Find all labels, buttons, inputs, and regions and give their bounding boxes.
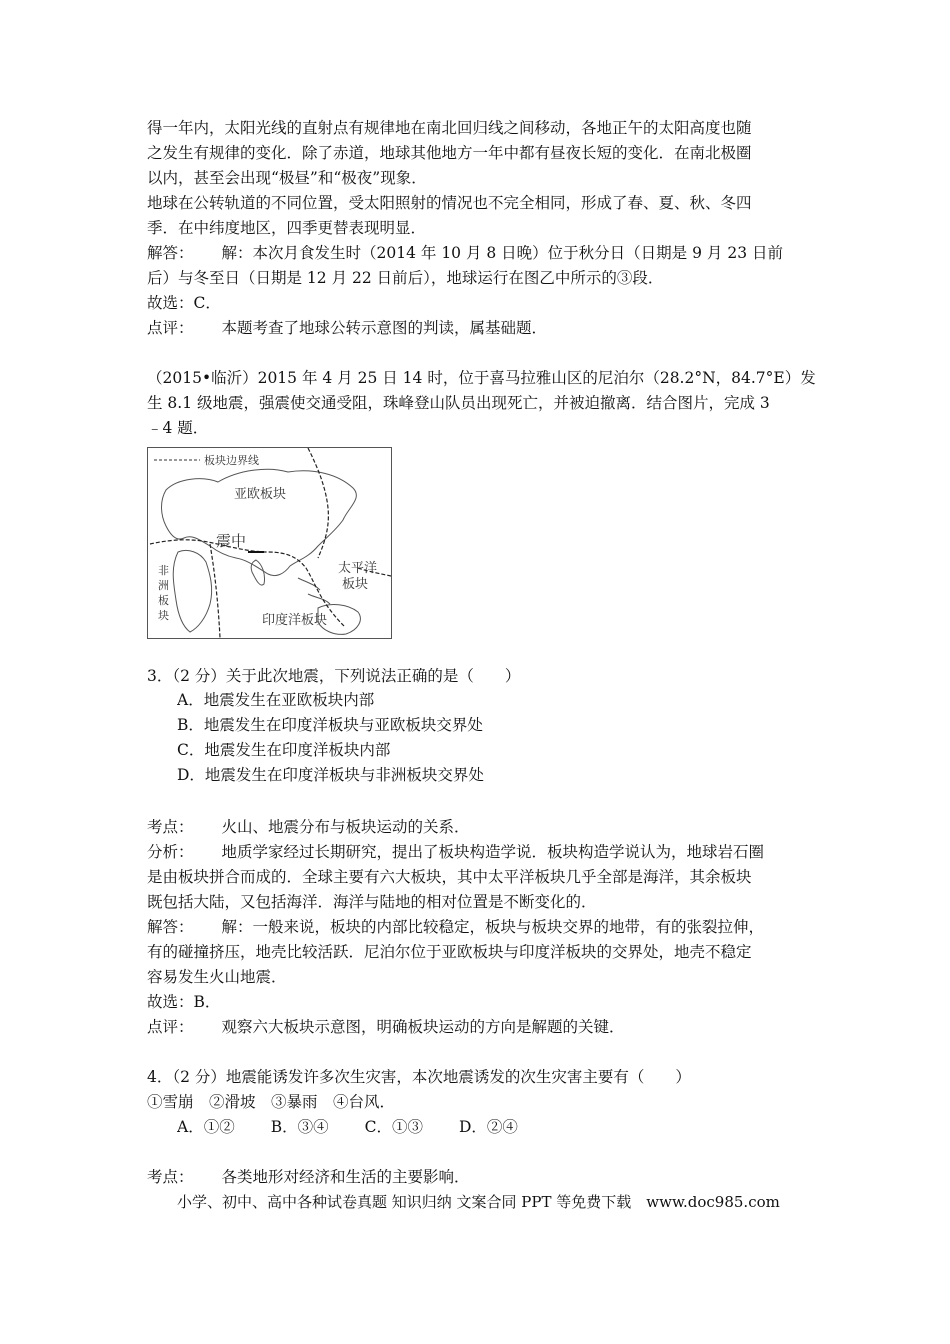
intro-line: 以内，甚至会出现“极昼”和“极夜”现象． [147, 169, 427, 187]
intro-line: 之发生有规律的变化．除了赤道，地球其他地方一年中都有昼夜长短的变化．在南北极圈 [147, 144, 752, 162]
african-plate-label: 板 [158, 594, 169, 607]
q3-analysis-line [147, 842, 817, 862]
q3-stem: 3．（2 分）关于此次地震，下列说法正确的是（ ） [147, 667, 521, 685]
answer-text: 解：本次月食发生时（2014 年 10 月 8 日晚）位于秋分日（日期是 9 月 23 日前 [221, 244, 783, 262]
q3-option-d: D．地震发生在印度洋板块与非洲板块交界处 [177, 766, 484, 784]
q3-option-a: A．地震发生在亚欧板块内部 [177, 691, 375, 709]
q4-items: ①雪崩 ②滑坡 ③暴雨 ④台风． [147, 1093, 396, 1111]
intro-line: 季．在中纬度地区，四季更替表现明显． [147, 219, 427, 237]
q3-answer-line: 容易发生火山地震． [147, 968, 287, 986]
q2-answer-line [147, 243, 817, 263]
african-plate-label: 非 [158, 564, 169, 577]
point-label: 考点： [147, 818, 194, 836]
comment-label: 点评： [147, 319, 194, 337]
analysis-label: 分析： [147, 843, 194, 861]
q4-stem: 4．（2 分）地震能诱发许多次生灾害，本次地震诱发的次生灾害主要有（ ） [147, 1068, 691, 1086]
plate-map-drawing [148, 448, 391, 638]
q3-option-c: C．地震发生在印度洋板块内部 [177, 741, 391, 759]
q4-point [147, 1167, 817, 1187]
passage-line: （2015•临沂）2015 年 4 月 25 日 14 时，位于喜马拉雅山区的尼泊尔（28.2°N，84.7°E）发 [147, 369, 816, 387]
african-plate-label: 洲 [158, 579, 169, 592]
analysis-text: 地质学家经过长期研究，提出了板块构造学说．板块构造学说认为，地球岩石圈 [221, 843, 765, 861]
pacific-plate-label-2: 板块 [342, 577, 369, 592]
plate-map [147, 447, 392, 639]
q3-answer-line [147, 917, 817, 937]
q3-analysis-line: 是由板块拼合而成的．全球主要有六大板块，其中太平洋板块几乎全部是海洋，其余板块 [147, 868, 752, 886]
q4-option-c: C．①③ [364, 1118, 423, 1136]
passage-line: ﹣4 题． [147, 419, 209, 437]
answer-label: 解答： [147, 244, 194, 262]
intro-line: 得一年内，太阳光线的直射点有规律地在南北回归线之间移动，各地正午的太阳高度也随 [147, 119, 752, 137]
q3-option-b: B．地震发生在印度洋板块与亚欧板块交界处 [177, 716, 483, 734]
comment-label: 点评： [147, 1018, 194, 1036]
comment-text: 本题考查了地球公转示意图的判读，属基础题． [221, 319, 548, 337]
african-plate-label: 块 [158, 609, 169, 622]
indian-plate-label: 印度洋板块 [262, 613, 328, 628]
answer-label: 解答： [147, 918, 194, 936]
comment-text: 观察六大板块示意图，明确板块运动的方向是解题的关键． [221, 1018, 625, 1036]
q3-answer-line: 有的碰撞挤压，地壳比较活跃．尼泊尔位于亚欧板块与印度洋板块的交界处，地壳不稳定 [147, 943, 752, 961]
q3-choice: 故选：B． [147, 993, 221, 1011]
page-footer: 小学、初中、高中各种试卷真题 知识归纳 文案合同 PPT 等免费下载 www.doc985.com [177, 1193, 780, 1211]
q4-option-b: B．③④ [270, 1118, 329, 1136]
answer-text: 解：一般来说，板块的内部比较稳定，板块与板块交界的地带，有的张裂拉伸， [221, 918, 765, 936]
q3-point [147, 817, 817, 837]
pacific-plate-label-1: 太平洋 [338, 561, 378, 576]
q2-answer-line: 后）与冬至日（日期是 12 月 22 日前后），地球运行在图乙中所示的③段． [147, 269, 664, 287]
eurasian-plate-label: 亚欧板块 [234, 487, 287, 502]
q4-option-d: D．②④ [458, 1118, 518, 1136]
passage-line: 生 8.1 级地震，强震使交通受阻，珠峰登山队员出现死亡，并被迫撤离．结合图片，完成 3 [147, 394, 770, 412]
q4-option-a: A．①② [177, 1118, 235, 1136]
legend-label: 板块边界线 [204, 454, 259, 467]
q4-options [177, 1117, 847, 1137]
q2-choice: 故选：C． [147, 294, 221, 312]
epicenter-label: 震中 [216, 532, 247, 550]
q3-analysis-line: 既包括大陆，又包括海洋．海洋与陆地的相对位置是不断变化的． [147, 893, 597, 911]
point-text: 火山、地震分布与板块运动的关系． [221, 818, 470, 836]
q3-comment [147, 1017, 817, 1037]
q2-comment [147, 318, 817, 338]
point-text: 各类地形对经济和生活的主要影响． [221, 1168, 470, 1186]
intro-line: 地球在公转轨道的不同位置，受太阳照射的情况也不完全相同，形成了春、夏、秋、冬四 [147, 194, 752, 212]
point-label: 考点： [147, 1168, 194, 1186]
